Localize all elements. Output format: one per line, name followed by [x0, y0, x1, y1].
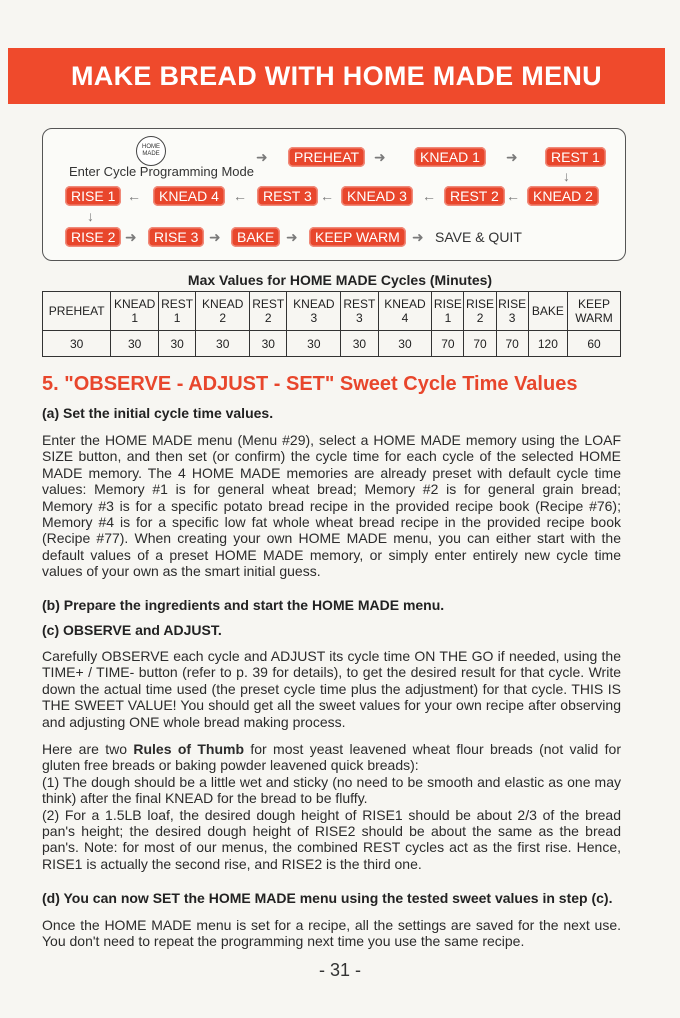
step-knead2: KNEAD 2	[527, 186, 599, 206]
header-line1: KNEAD	[384, 297, 426, 311]
page-banner: MAKE BREAD WITH HOME MADE MENU	[8, 48, 665, 104]
table-header-cell	[496, 292, 528, 331]
arrow-down-icon: ↓	[87, 208, 94, 224]
step-d-paragraph: Once the HOME MADE menu is set for a recipe, all the settings are saved for the next use. You don't need to repeat the programming next time you use the same recipe.	[42, 917, 621, 950]
table-value-cell: 30	[250, 331, 287, 357]
step-c-paragraph: Carefully OBSERVE each cycle and ADJUST its cycle time ON THE GO if needed, using the TIME+ / TIME- button (refer to p. 39 for details), to get the desired result for that cycle. Write down the actual time used (the preset cycle time plus the adjustment) for that cycle. THIS IS THE SWEET VALUE! You should get all the sweet values for your own recipe after observing and adjusting ONE whole bread making process.	[42, 648, 621, 730]
table-value-cell: 70	[464, 331, 496, 357]
step-d-title: (d) You can now SET the HOME MADE menu using the tested sweet values in step (c).	[42, 890, 613, 906]
header-line1: RISE	[498, 297, 527, 311]
step-bake: BAKE	[231, 227, 280, 247]
arrow-down-icon: ↓	[563, 168, 570, 184]
max-values-table	[42, 291, 621, 357]
table-value-cell: 30	[378, 331, 432, 357]
step-preheat: PREHEAT	[288, 147, 365, 167]
arrow-left-icon: ←	[127, 188, 141, 204]
table-header-cell	[432, 292, 464, 331]
arrow-left-icon: ←	[506, 188, 520, 204]
step-knead4: KNEAD 4	[153, 186, 225, 206]
table-header-cell	[287, 292, 341, 331]
header-line2: 2	[219, 311, 227, 325]
rules-block	[42, 741, 621, 872]
home-button-line1: HOME	[142, 144, 160, 150]
table-header-cell	[196, 292, 250, 331]
cycle-flow-diagram	[42, 128, 626, 261]
table-value-row	[43, 331, 621, 357]
rule-2: (2) For a 1.5LB loaf, the desired dough height of RISE1 should be about 2/3 of the bread pan's height; the desired dough height of RISE2 should be about the same as the bread pan's. Note: for most of our menus, the combined REST cycles act as the first rise. Hence, RISE1 is actually the second rise, and RISE2 is the third one.	[42, 806, 621, 872]
header-line1: KNEAD	[202, 297, 244, 311]
header-line1: BAKE	[531, 304, 564, 318]
table-title: Max Values for HOME MADE Cycles (Minutes)	[187, 272, 493, 288]
step-c-title: (c) OBSERVE and ADJUST.	[42, 622, 222, 638]
step-c-text	[42, 648, 621, 730]
table-header-cell	[378, 292, 432, 331]
step-keepwarm: KEEP WARM	[309, 227, 406, 247]
header-line1: KNEAD	[114, 297, 156, 311]
rules-bold: Rules of Thumb	[133, 741, 245, 757]
step-a-paragraph: Enter the HOME MADE menu (Menu #29), select a HOME MADE memory using the LOAF SIZE button, and then set (or confirm) the cycle time for each cycle of the selected HOME MADE memory. The 4 HOME MADE memories are already preset with default cycle time values: Memory #1 is for general wheat bread; Memory #2 is for general grain bread; Memory #3 is for a specific potato bread recipe in the provided recipe book (Recipe #76); Memory #4 is for a specific low fat whole wheat bread recipe in the provided recipe book (Recipe #77). When creating your own HOME MADE menu, you can either start with the default values of a preset HOME MADE memory, or simply enter entirely new cycle time values of your own as the smart initial guess.	[42, 432, 621, 580]
table-header-cell	[159, 292, 196, 331]
step-knead3: KNEAD 3	[341, 186, 413, 206]
table-header-row	[43, 292, 621, 331]
header-line1: REST	[161, 297, 194, 311]
step-rise2: RISE 2	[65, 227, 121, 247]
header-line2: 1	[173, 311, 181, 325]
step-d-text	[42, 917, 621, 950]
header-line2: 3	[356, 311, 363, 325]
table-value-cell: 60	[568, 331, 621, 357]
rules-intro	[42, 741, 621, 774]
rule-1: (1) The dough should be a little wet and sticky (no need to be smooth and elastic as one may think) after the final KNEAD for the bread to be fluffy.	[42, 773, 621, 807]
arrow-right-icon: ➜	[125, 229, 137, 245]
arrow-left-icon: ←	[233, 188, 247, 204]
table-value-cell: 30	[341, 331, 378, 357]
arrow-right-icon: ➜	[286, 229, 298, 245]
table-header-cell	[568, 292, 621, 331]
section-heading: 5. "OBSERVE - ADJUST - SET" Sweet Cycle Time Values	[42, 373, 578, 395]
header-line1: KNEAD	[293, 297, 335, 311]
step-rest2: REST 2	[444, 186, 505, 206]
enter-mode-label: Enter Cycle Programming Mode	[69, 164, 254, 179]
page-number: - 31 -	[318, 960, 361, 980]
step-rise1: RISE 1	[65, 186, 121, 206]
header-line2: 1	[444, 311, 452, 325]
header-line2: 1	[131, 311, 139, 325]
header-line2: WARM	[575, 311, 613, 325]
table-value-cell: 120	[528, 331, 567, 357]
step-rest1: REST 1	[545, 147, 606, 167]
table-value-cell: 30	[196, 331, 250, 357]
arrow-right-icon: ➜	[256, 149, 268, 165]
table-header-cell	[341, 292, 378, 331]
table-value-cell: 30	[287, 331, 341, 357]
header-line2: 4	[401, 311, 409, 325]
header-line2: 2	[476, 311, 484, 325]
arrow-right-icon: ➜	[506, 149, 518, 165]
header-line1: REST	[252, 297, 285, 311]
step-rise3: RISE 3	[148, 227, 204, 247]
table-header-cell	[43, 292, 111, 331]
table-header-cell	[464, 292, 496, 331]
save-quit-label: SAVE & QUIT	[435, 229, 522, 245]
header-line1: REST	[343, 297, 376, 311]
step-a-text	[42, 432, 621, 580]
table-value-cell: 70	[432, 331, 464, 357]
step-knead1: KNEAD 1	[414, 147, 486, 167]
arrow-right-icon: ➜	[209, 229, 221, 245]
table-value-cell: 30	[43, 331, 111, 357]
table-value-cell: 30	[111, 331, 159, 357]
step-a-title: (a) Set the initial cycle time values.	[42, 405, 274, 421]
table-value-cell: 70	[496, 331, 528, 357]
table-header-cell	[250, 292, 287, 331]
header-line2: 3	[508, 311, 516, 325]
home-button-line2: MADE	[142, 151, 160, 157]
header-line1: RISE	[433, 297, 462, 311]
step-b-title: (b) Prepare the ingredients and start the HOME MADE menu.	[42, 597, 445, 613]
table-header-cell	[111, 292, 159, 331]
arrow-left-icon: ←	[422, 188, 436, 204]
table-header-cell	[528, 292, 567, 331]
rules-post: for most yeast leavened wheat flour breads (not valid for gluten free breads or baking powder leavened quick breads):	[42, 741, 622, 774]
home-made-button-icon	[136, 136, 166, 166]
header-line1: PREHEAT	[48, 304, 105, 318]
header-line1: KEEP	[578, 297, 611, 311]
header-line1: RISE	[466, 297, 495, 311]
arrow-left-icon: ←	[320, 188, 334, 204]
arrow-right-icon: ➜	[412, 229, 424, 245]
header-line2: 3	[310, 311, 318, 325]
step-rest3: REST 3	[257, 186, 318, 206]
arrow-right-icon: ➜	[374, 149, 386, 165]
header-line2: 2	[264, 311, 272, 325]
table-value-cell: 30	[159, 331, 196, 357]
rules-pre: Here are two	[42, 741, 134, 757]
